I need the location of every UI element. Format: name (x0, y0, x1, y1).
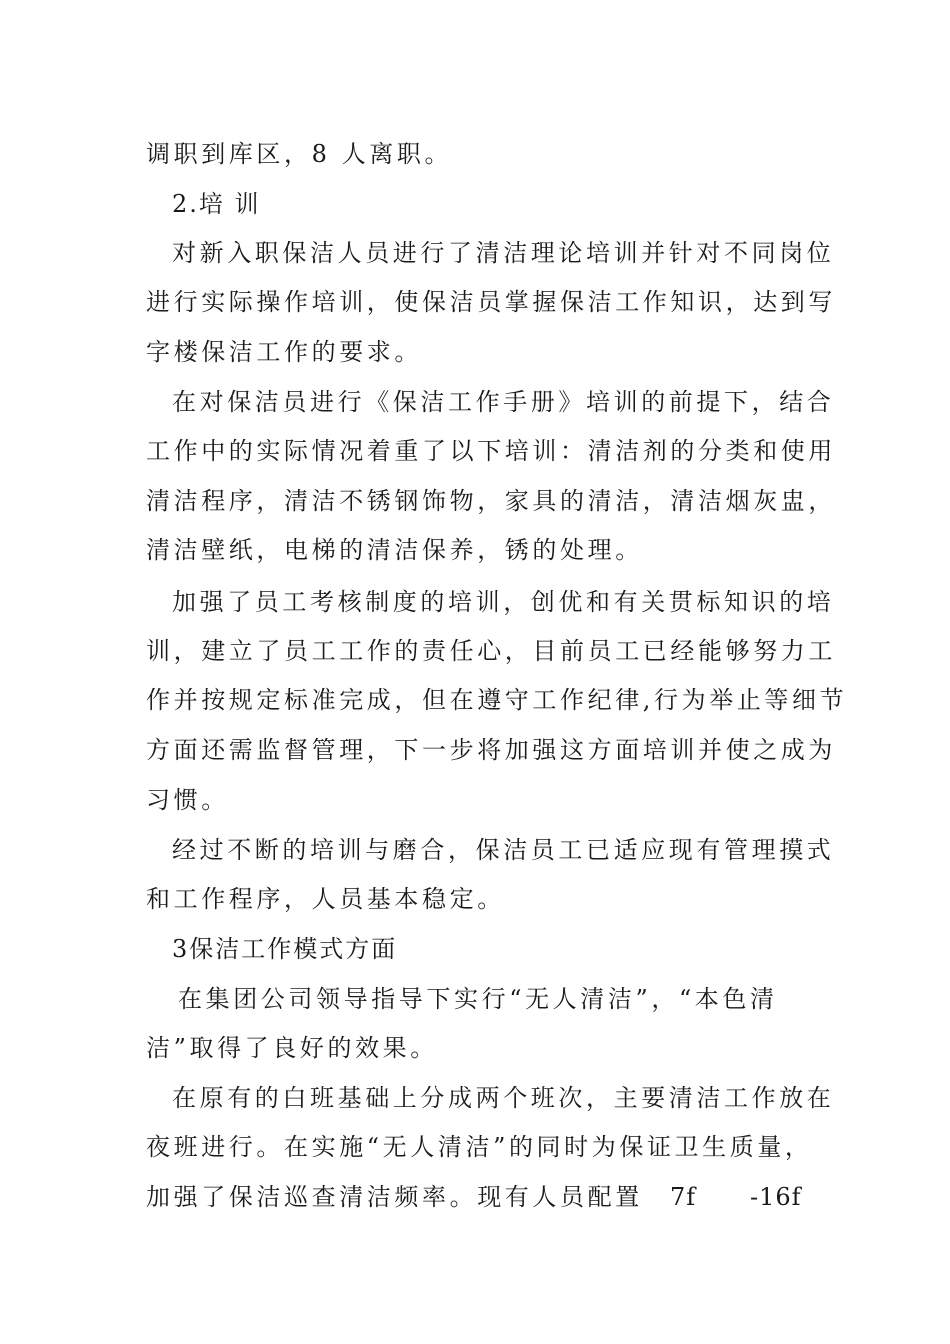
section-heading-cleaning-mode: 3保洁工作模式方面 (172, 935, 398, 963)
staffing-fragment: -16f (750, 1183, 802, 1211)
paragraph-line: 对新入职保洁人员进行了清洁理论培训并针对不同岗位 (172, 239, 835, 267)
paragraph-line: 夜班进行。在实施“无人清洁”的同时为保证卫生质量， (146, 1133, 813, 1161)
paragraph-line: 清洁程序，清洁不锈钢饰物，家具的清洁，清洁烟灰盅， (146, 487, 836, 515)
paragraph-line: 习惯。 (146, 786, 229, 814)
paragraph-line: 作并按规定标准完成，但在遵守工作纪律,行为举止等细节 (146, 686, 848, 714)
paragraph-line: 工作中的实际情况着重了以下培训：清洁剂的分类和使用 (146, 437, 836, 465)
paragraph-line: 加强了保洁巡查清洁频率。现有人员配置 (146, 1183, 643, 1211)
paragraph-line: 字楼保洁工作的要求。 (146, 338, 422, 366)
paragraph-line: 清洁壁纸，电梯的清洁保养，锈的处理。 (146, 536, 643, 564)
paragraph-line: 洁”取得了良好的效果。 (146, 1034, 438, 1062)
staffing-fragment: 7f (670, 1183, 697, 1211)
paragraph-line: 在集团公司领导指导下实行“无人清洁”，“本色清 (178, 985, 778, 1013)
paragraph-line: 进行实际操作培训，使保洁员掌握保洁工作知识，达到写 (146, 288, 836, 316)
paragraph-line: 调职到库区，8 人离职。 (146, 140, 453, 168)
paragraph-line: 在对保洁员进行《保洁工作手册》培训的前提下，结合 (172, 388, 835, 416)
paragraph-line: 经过不断的培训与磨合，保洁员工已适应现有管理摸式 (172, 836, 835, 864)
paragraph-line: 加强了员工考核制度的培训，创优和有关贯标知识的培 (172, 588, 835, 616)
section-heading-training: 2.培 训 (172, 190, 261, 218)
paragraph-line: 训，建立了员工工作的责任心，目前员工已经能够努力工 (146, 637, 836, 665)
paragraph-line: 和工作程序，人员基本稳定。 (146, 885, 505, 913)
paragraph-line: 在原有的白班基础上分成两个班次，主要清洁工作放在 (172, 1084, 835, 1112)
paragraph-line: 方面还需监督管理，下一步将加强这方面培训并使之成为 (146, 736, 836, 764)
